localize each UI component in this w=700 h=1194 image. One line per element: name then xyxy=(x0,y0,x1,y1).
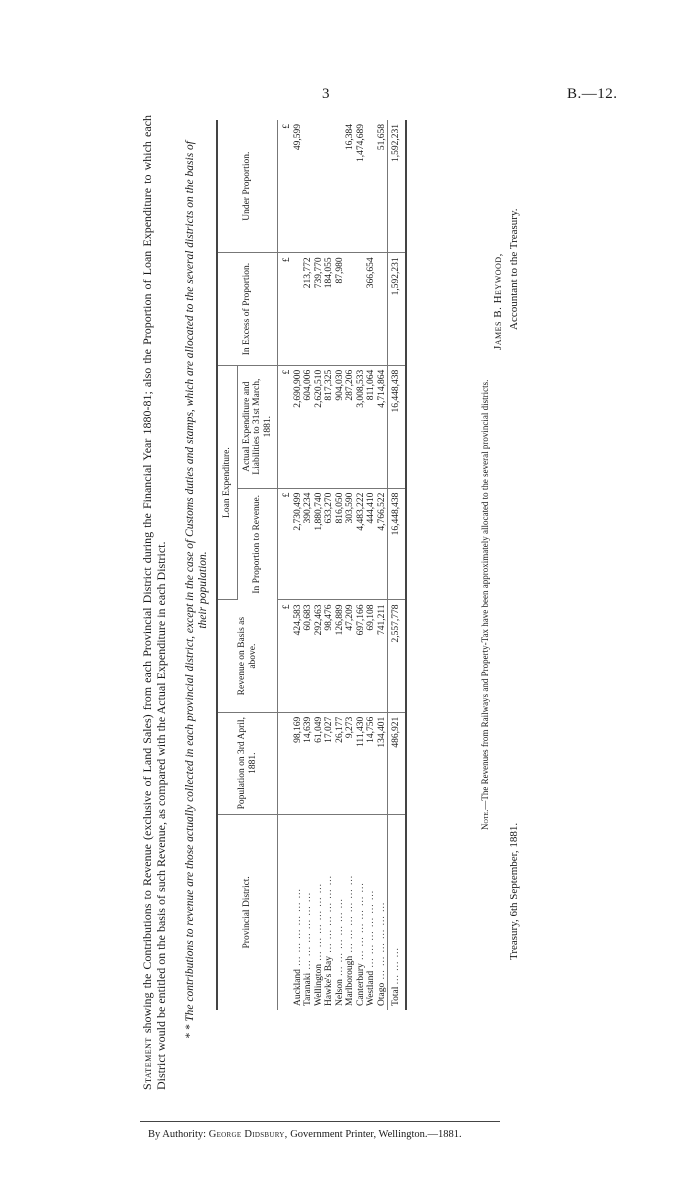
units-row xyxy=(278,120,293,1010)
cell-proportion: 2,730,499 xyxy=(293,488,304,600)
cell-population: 14,756 xyxy=(366,712,377,814)
statement-lead: Statement xyxy=(140,1037,154,1090)
total-under: 1,592,231 xyxy=(388,120,406,253)
district-name: Marlborough ... ... ... ... ... ... xyxy=(345,874,355,1006)
cell-proportion: 390,234 xyxy=(303,488,314,600)
unit-actual: £ xyxy=(278,365,293,488)
footnote-text: —The Revenues from Railways and Property-Tax have been approximately allocated to the several provincial districts. xyxy=(480,379,490,810)
total-proportion: 16,448,438 xyxy=(388,488,406,600)
page-number: 3 xyxy=(322,86,330,102)
cell-revenue: 292,463 xyxy=(314,600,325,712)
cell-excess: 184,055 xyxy=(324,253,335,365)
printer-prefix: By Authority: xyxy=(148,1129,207,1140)
cell-proportion: 4,766,522 xyxy=(377,488,388,600)
cell-excess xyxy=(377,253,388,365)
cell-revenue: 60,683 xyxy=(303,600,314,712)
cell-excess: 366,654 xyxy=(366,253,377,365)
cell-revenue: 47,209 xyxy=(345,600,356,712)
table-row xyxy=(314,120,325,1010)
cell-population: 17,027 xyxy=(324,712,335,814)
total-row xyxy=(388,120,406,1010)
cell-under xyxy=(314,120,325,253)
col-revenue: Revenue on Basis as above. xyxy=(217,600,278,712)
district-name: Hawke's Bay ... ... ... ... ... ... xyxy=(324,875,334,1006)
document-reference: B.—12. xyxy=(567,86,618,102)
table-header-row xyxy=(217,120,237,1010)
col-population: Population on 3rd April, 1881. xyxy=(217,712,278,814)
col-actual: Actual Expenditure and Liabilities to 31st March, 1881. xyxy=(237,365,278,488)
col-loan-group: Loan Expenditure. xyxy=(217,365,237,600)
cell-excess xyxy=(293,253,304,365)
cell-excess: 213,772 xyxy=(303,253,314,365)
cell-excess: 87,980 xyxy=(335,253,346,365)
cell-excess xyxy=(356,253,367,365)
cell-under xyxy=(303,120,314,253)
total-revenue: 2,557,778 xyxy=(388,600,406,712)
cell-population: 98,169 xyxy=(293,712,304,814)
district-name: Auckland ... ... ... ... ... ... xyxy=(292,888,303,1006)
table-row xyxy=(303,120,314,1010)
cell-revenue: 741,211 xyxy=(377,600,388,712)
cell-under xyxy=(324,120,335,253)
cell-under: 49,599 xyxy=(293,120,304,253)
col-district: Provincial District. xyxy=(217,814,278,1010)
cell-actual: 4,714,864 xyxy=(377,365,388,488)
cell-proportion: 303,590 xyxy=(345,488,356,600)
cell-actual: 811,064 xyxy=(366,365,377,488)
cell-actual: 604,006 xyxy=(303,365,314,488)
cell-population: 9,273 xyxy=(345,712,356,814)
cell-revenue: 697,166 xyxy=(356,600,367,712)
table-row xyxy=(366,120,377,1010)
cell-population: 111,430 xyxy=(356,712,367,814)
cell-actual: 3,008,533 xyxy=(356,365,367,488)
table-row xyxy=(345,120,356,1010)
table-row xyxy=(324,120,335,1010)
printer-rule xyxy=(140,1121,500,1122)
district-name: Nelson ... ... ... ... ... ... xyxy=(334,898,345,1006)
table-row xyxy=(335,120,346,1010)
unit-revenue: £ xyxy=(278,600,293,712)
cell-actual: 2,690,900 xyxy=(293,365,304,488)
table-row xyxy=(356,120,367,1010)
district-name: Wellington ... ... ... ... ... ... xyxy=(313,883,324,1006)
printer-suffix: Government Printer, Wellington.—1881. xyxy=(290,1129,462,1140)
cell-excess: 739,770 xyxy=(314,253,325,365)
footnote-label: Note. xyxy=(480,809,490,830)
signature-name: James B. Heywood, xyxy=(492,253,504,350)
contributions-note: * * The contributions to revenue are those actually collected in each provincial district, except in the case of Customs duties and stamps, which are allocated to the several districts on the basis of their population. xyxy=(184,140,209,1040)
total-population: 486,921 xyxy=(388,712,406,814)
statement-heading xyxy=(140,115,168,1090)
cell-under xyxy=(335,120,346,253)
district-name: Taranaki ... ... ... ... ... ... xyxy=(303,891,313,1006)
cell-population: 134,401 xyxy=(377,712,388,814)
date-line: Treasury, 6th September, 1881. xyxy=(508,822,520,960)
cell-proportion: 1,880,740 xyxy=(314,488,325,600)
statement-text: showing the Contributions to Revenue (exclusive of Land Sales) from each Provincial District during the Financial Year 1880-81; also the Proportion of Loan Expenditure to which each District would be entitled on the basis of such Revenue, as compared with the Actual Expenditure in each District. xyxy=(140,115,168,1090)
total-label: Total ... ... ... xyxy=(388,814,406,1010)
cell-proportion: 4,483,222 xyxy=(356,488,367,600)
col-proportion: In Proportion to Revenue. xyxy=(237,488,278,600)
footnote xyxy=(480,380,490,830)
signature-title: Accountant to the Treasury. xyxy=(508,208,520,330)
total-excess: 1,592,231 xyxy=(388,253,406,365)
cell-revenue: 424,583 xyxy=(293,600,304,712)
cell-actual: 817,325 xyxy=(324,365,335,488)
cell-under: 16,384 xyxy=(345,120,356,253)
cell-excess xyxy=(345,253,356,365)
col-excess: In Excess of Proportion. xyxy=(217,253,278,365)
cell-under: 1,474,689 xyxy=(356,120,367,253)
col-under: Under Proportion. xyxy=(217,120,278,253)
district-name: Canterbury ... ... ... ... ... ... xyxy=(355,882,366,1006)
cell-revenue: 126,889 xyxy=(335,600,346,712)
unit-proportion: £ xyxy=(278,488,293,600)
unit-excess: £ xyxy=(278,253,293,365)
revenue-loan-table xyxy=(216,120,407,1010)
cell-actual: 2,620,510 xyxy=(314,365,325,488)
printer-name: George Didsbury, xyxy=(208,1129,288,1140)
unit-under: £ xyxy=(278,120,293,253)
table-row xyxy=(377,120,388,1010)
printer-imprint xyxy=(148,1129,462,1140)
cell-under xyxy=(366,120,377,253)
cell-actual: 287,206 xyxy=(345,365,356,488)
cell-revenue: 69,108 xyxy=(366,600,377,712)
cell-proportion: 633,270 xyxy=(324,488,335,600)
cell-revenue: 98,476 xyxy=(324,600,335,712)
cell-actual: 904,030 xyxy=(335,365,346,488)
cell-population: 14,639 xyxy=(303,712,314,814)
rotated-statement-block xyxy=(140,110,530,1090)
cell-population: 61,049 xyxy=(314,712,325,814)
district-name: Otago ... ... ... ... ... ... xyxy=(376,901,387,1006)
cell-under: 51,658 xyxy=(377,120,388,253)
cell-population: 26,177 xyxy=(335,712,346,814)
total-actual: 16,448,438 xyxy=(388,365,406,488)
cell-proportion: 816,050 xyxy=(335,488,346,600)
district-name: Westland ... ... ... ... ... ... xyxy=(366,889,376,1006)
cell-proportion: 444,410 xyxy=(366,488,377,600)
table-row xyxy=(293,120,304,1010)
